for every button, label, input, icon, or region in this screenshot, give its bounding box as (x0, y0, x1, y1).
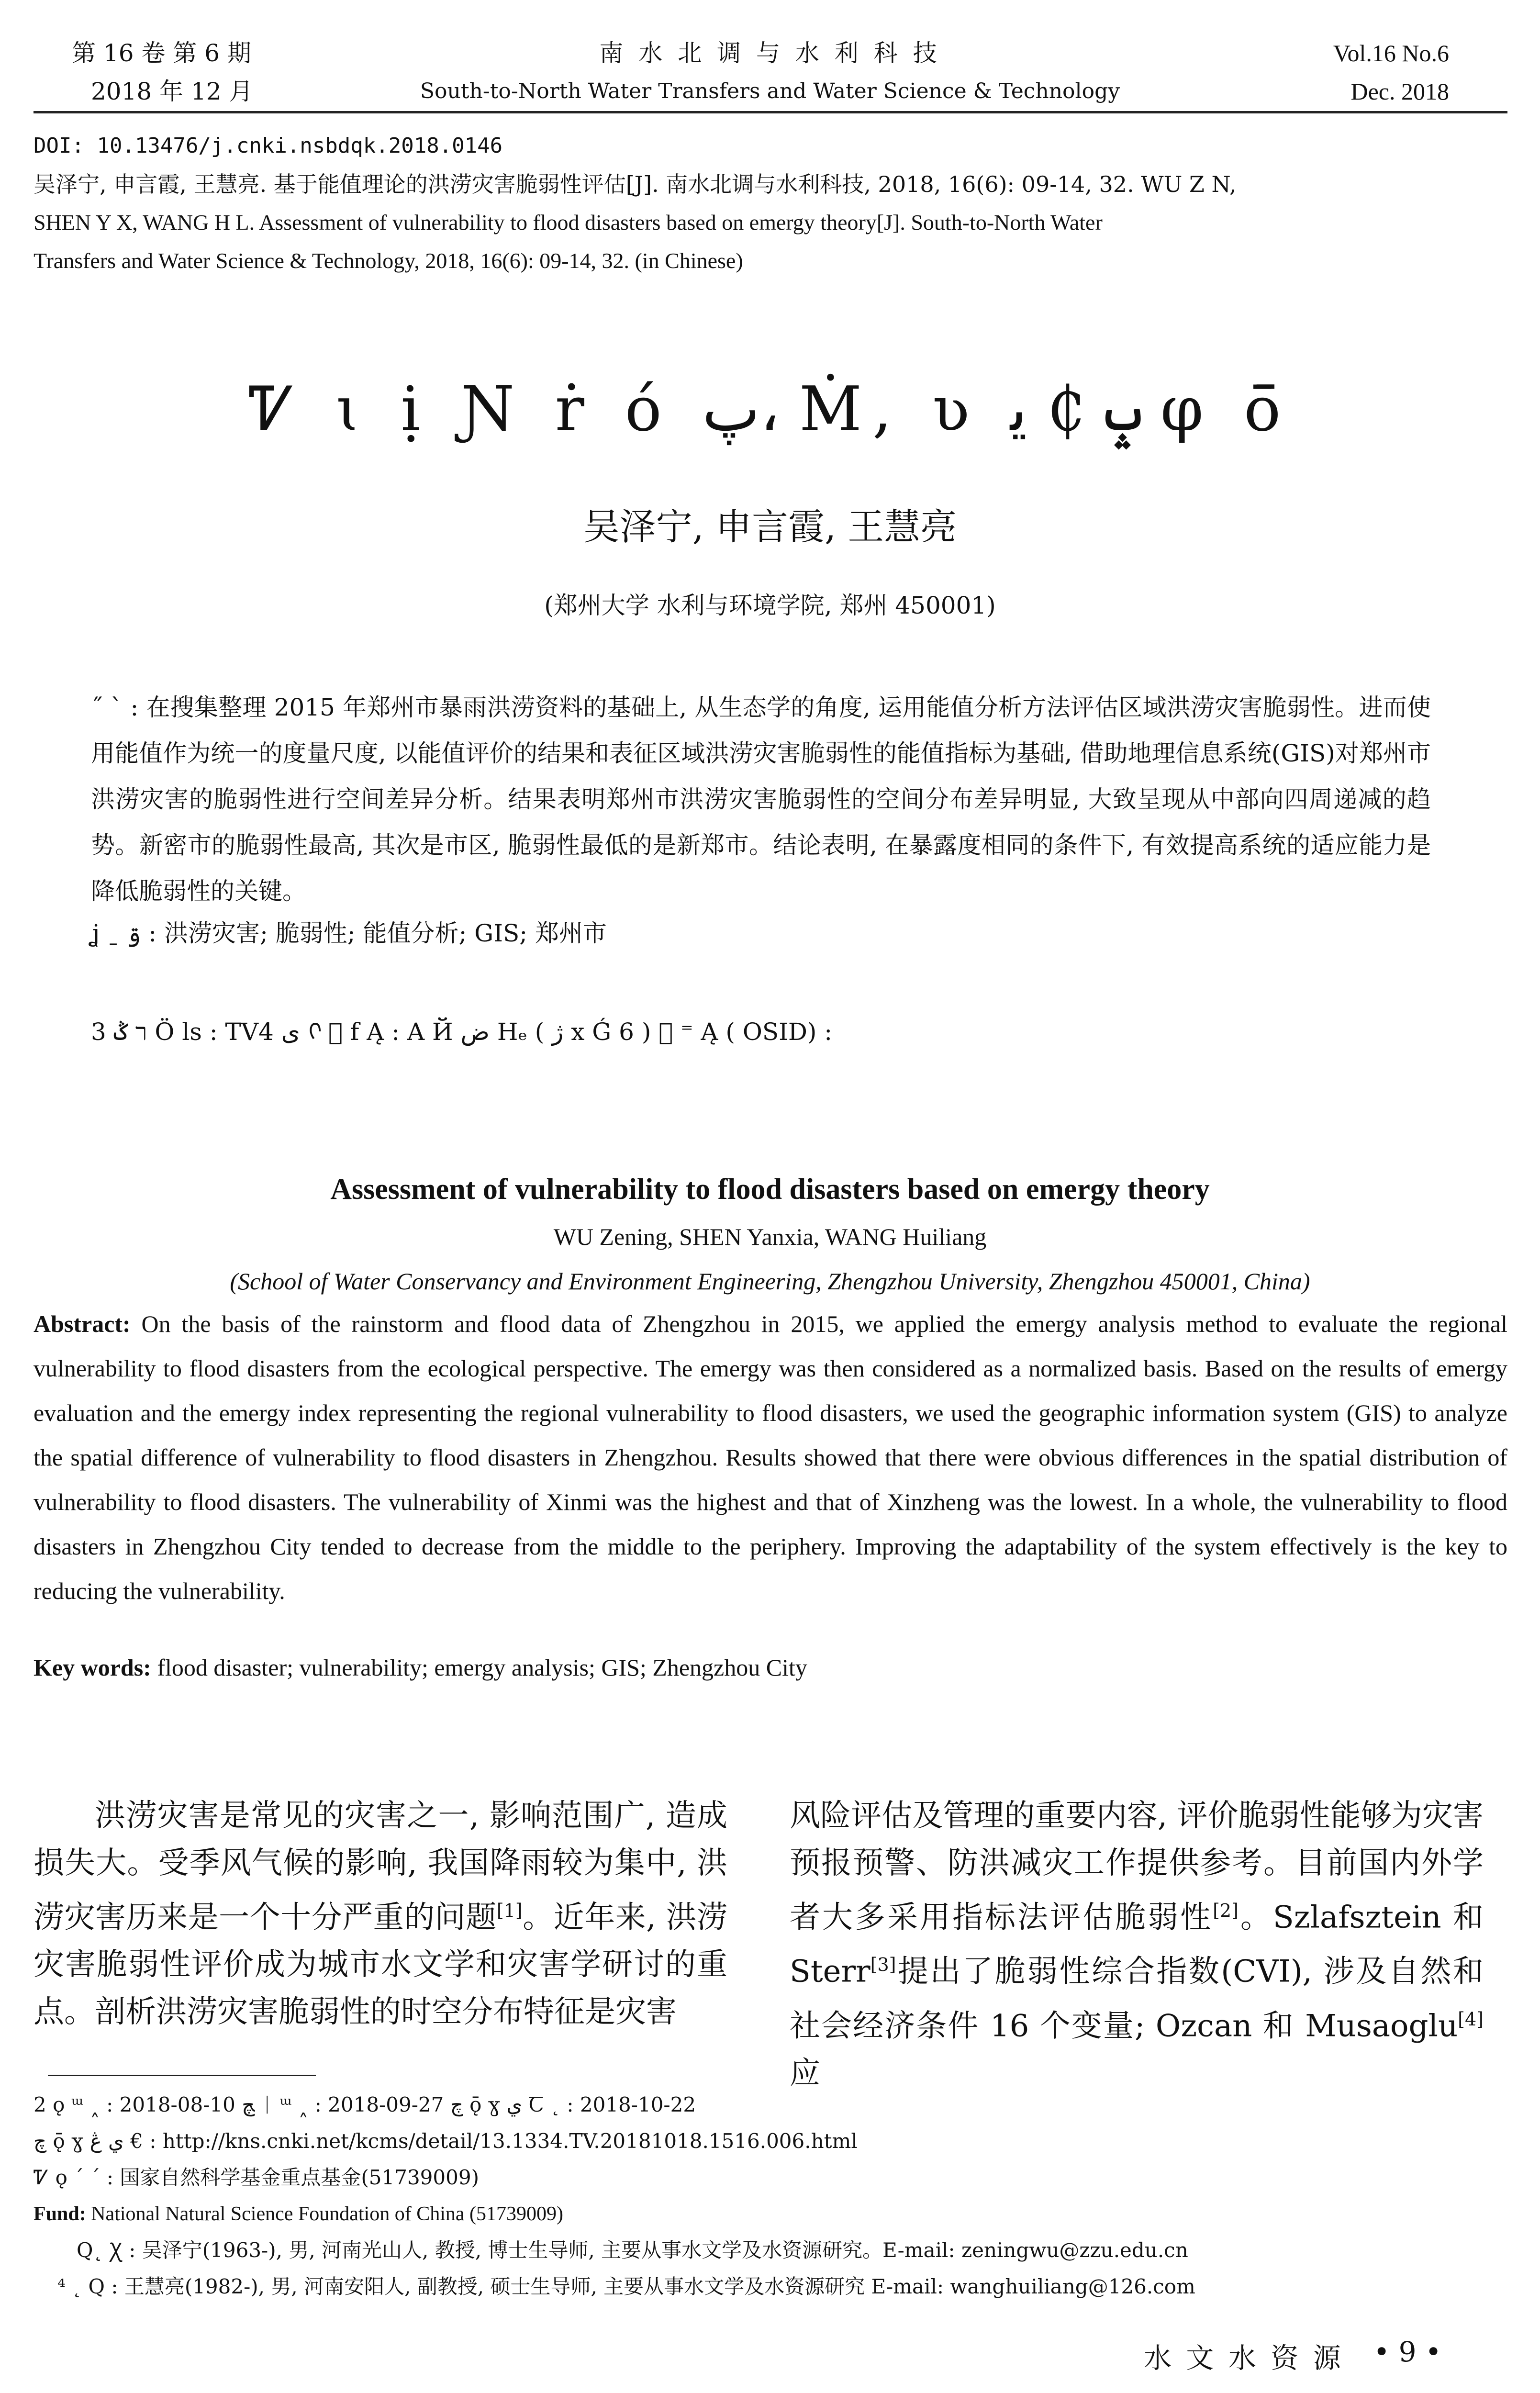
citation-line-3: Transfers and Water Science & Technology, 2018, 16(6): 09-14, 32. (in Chinese) (33, 248, 743, 273)
header-rule (33, 111, 1507, 113)
header-journal-en: South-to-North Water Transfers and Water Science & Technology (420, 79, 1120, 103)
footnote-online: ﭺ ǭ ɣ ي ڠ € : http://kns.cnki.net/kcms/detail/13.1334.TV.20181018.1516.006.html (33, 2129, 858, 2153)
footnote-rule (48, 2075, 316, 2076)
cn-title: Ꮴ ꙇ ị Ɲ ṙ ó ﭖ، Ṁ, ʋ ݒ ₵ ﯾ φ ō̄ (248, 374, 1292, 445)
body-left-column (33, 1792, 727, 2036)
en-abstract (33, 1302, 1507, 1613)
en-abstract-text: On the basis of the rainstorm and flood data of Zhengzhou in 2015, we applied the emergy analysis method to evaluate the regional vulnerability to flood disasters from the ecological perspective. The emergy was then considered as a normalized basis. Based on the results of emergy evaluation and the emergy index representing the regional vulnerability to flood disasters, we used the geographic information system (GIS) to analyze the spatial difference of vulnerability to flood disasters in Zhengzhou. Results showed that there were obvious differences in the spatial distribution of vulnerability to flood disasters. The vulnerability of Xinmi was the highest and that of Xinzheng was the lowest. In a whole, the vulnerability to flood disasters in Zhengzhou City tended to decrease from the middle to the periphery. Improving the adaptability of the system effectively is the key to reducing the vulnerability. (33, 1310, 1508, 1604)
footer-journal-section: 水 文 水 资 源 (1144, 2342, 1344, 2374)
cn-abstract-text: 在搜集整理 2015 年郑州市暴雨洪涝资料的基础上, 从生态学的角度, 运用能值分析方法评估区域洪涝灾害脆弱性。进而使用能值作为统一的度量尺度, 以能值评价的结果和表征区域洪涝灾害脆弱性的能值指标为基础, 借助地理信息系统(GIS)对郑州市洪涝灾害的脆弱性进行空间差异分析。结果表明郑州市洪涝灾害脆弱性的空间分布差异明显, 大致呈现从中部向四周递减的趋势。新密市的脆弱性最高, 其次是市区, 脆弱性最低的是新郑市。结论表明, 在暴露度相同的条件下, 有效提高系统的适应能力是降低脆弱性的关键。 (91, 693, 1431, 905)
cn-authors: 吴泽宁, 申言霞, 王慧亮 (583, 505, 957, 548)
body-left-text-2: 。近年来, 洪涝灾害脆弱性评价成为城市水文学和灾害学研讨的重点。剖析洪涝灾害脆弱性的时空分布特征是灾害 (33, 1900, 728, 2030)
header-volume-issue: 第 16 卷 第 6 期 (72, 39, 251, 67)
en-title: Assessment of vulnerability to flood disasters based on emergy theory (330, 1173, 1210, 1206)
header-date-en: Dec. 2018 (1350, 78, 1449, 105)
cn-keywords-text: 洪涝灾害; 脆弱性; 能值分析; GIS; 郑州市 (164, 919, 607, 947)
footnote-author-1: Q˛ Ꭓ : 吴泽宁(1963-), 男, 河南光山人, 教授, 博士生导师, 主要从事水文学及水资源研究。E-mail: zeningwu@zzu.edu.cn (77, 2238, 1188, 2262)
cn-keywords-label: ʝ ˍ ۊ : (91, 919, 157, 947)
body-right-column (790, 1792, 1484, 2097)
header-journal-cn: 南 水 北 调 与 水 利 科 技 (599, 39, 941, 67)
body-right-text-3: 提出了脆弱性综合指数(CVI), 涉及自然和社会经济条件 16 个变量; Ozcan 和 Musaoglu (790, 1954, 1484, 2044)
footnote-fund-en (33, 2196, 1507, 2232)
en-keywords (33, 1654, 807, 1681)
en-abstract-label: Abstract: (33, 1310, 131, 1337)
header-date: 2018 年 12 月 (91, 78, 253, 105)
footnote-fund-en-label: Fund: (33, 2203, 86, 2225)
cn-affiliation: (郑州大学 水利与环境学院, 郑州 450001) (544, 592, 996, 619)
citation-ref-3: [3] (870, 1954, 896, 1976)
footnote-fund-en-text: National Natural Science Foundation of China (51739009) (91, 2203, 563, 2225)
footnote-dates: 2 ǫ ᵚ ˰ : 2018-08-10 ﭻ ᛁ ᵚ ˰ : 2018-09-27 ﭺ ǭ ɣ ي Ꞇ ˛ : 2018-10-22 (33, 2093, 696, 2116)
en-affiliation: (School of Water Conservancy and Environment Engineering, Zhengzhou University, Zhengzhou 450001, China) (230, 1268, 1310, 1295)
footnote-fund-cn: Ꮴ ǫ ˊ ˊ : 国家自然科学基金重点基金(51739009) (33, 2166, 479, 2189)
cn-keywords (91, 914, 607, 949)
header-vol-en: Vol.16 No.6 (1333, 40, 1449, 67)
citation-ref-2: [2] (1213, 1900, 1239, 1921)
doi: DOI: 10.13476/j.cnki.nsbdqk.2018.0146 (33, 134, 503, 158)
body-right-text-4: 应 (790, 2055, 820, 2091)
page-number: • 9 • (1373, 2336, 1442, 2368)
body-right-text-2: 。Szlafsztein 和 Sterr (790, 1900, 1484, 1990)
en-keywords-label: Key words: (33, 1654, 151, 1681)
cn-abstract (91, 684, 1431, 914)
citation-line-1: 吴泽宁, 申言霞, 王慧亮. 基于能值理论的洪涝灾害脆弱性评估[J]. 南水北调与水利科技, 2018, 16(6): 09-14, 32. WU Z N, (33, 171, 1237, 197)
en-keywords-text: flood disaster; vulnerability; emergy analysis; GIS; Zhengzhou City (157, 1654, 807, 1681)
body-left-text-1: 洪涝灾害是常见的灾害之一, 影响范围广, 造成损失大。受季风气候的影响, 我国降雨较为集中, 洪涝灾害历来是一个十分严重的问题 (33, 1798, 727, 1935)
footnote-author-2: ⁴ ˛ Q : 王慧亮(1982-), 男, 河南安阳人, 副教授, 硕士生导师, 主要从事水文学及水资源研究 E-mail: wanghuiliang@126.com (57, 2275, 1195, 2298)
en-authors: WU Zening, SHEN Yanxia, WANG Huiliang (553, 1223, 987, 1250)
body-right-text-1: 风险评估及管理的重要内容, 评价脆弱性能够为灾害预报预警、防洪减灾工作提供参考。目前国内外学者大多采用指标法评估脆弱性 (790, 1798, 1484, 1935)
cn-abstract-label: ˝ ˋ : (91, 693, 139, 721)
citation-ref-4: [4] (1458, 2008, 1484, 2030)
cn-classification: 3 ר ݣ Ö ls : TV4 ى ᢉ ⃞ f Ą : A Й ض Hₑ ( ژ x Ǵ 6 ) ⃞ ⁼ Ą ( OSID) : (91, 1018, 833, 1046)
citation-ref-1: [1] (496, 1900, 523, 1921)
citation-line-2: SHEN Y X, WANG H L. Assessment of vulnerability to flood disasters based on emergy theory[J]. South-to-North Water (33, 210, 1103, 235)
